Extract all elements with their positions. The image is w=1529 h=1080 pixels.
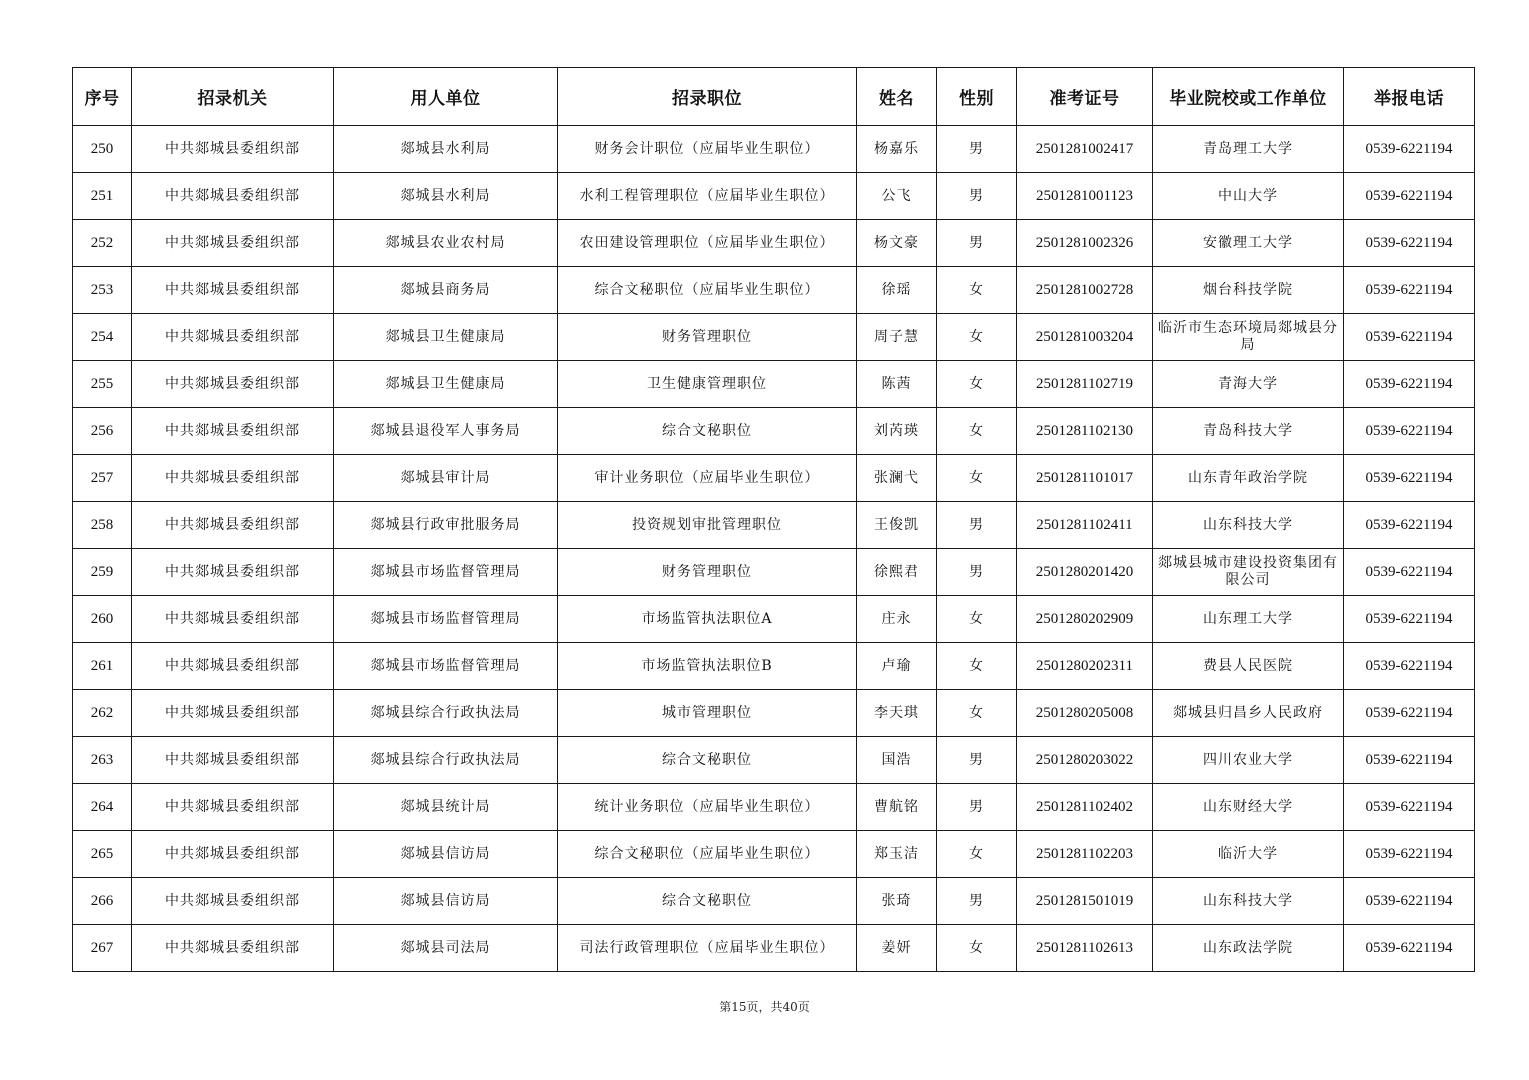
cell-index: 267 xyxy=(73,925,132,972)
cell-employing-unit: 郯城县市场监督管理局 xyxy=(334,596,558,643)
cell-school-or-employer: 山东科技大学 xyxy=(1153,502,1344,549)
cell-gender: 女 xyxy=(937,267,1017,314)
cell-exam-id: 2501281002326 xyxy=(1017,220,1153,267)
cell-employing-unit: 郯城县卫生健康局 xyxy=(334,361,558,408)
cell-position: 审计业务职位（应届毕业生职位） xyxy=(558,455,857,502)
table-row xyxy=(73,173,1475,220)
cell-exam-id: 2501281102130 xyxy=(1017,408,1153,455)
cell-gender: 男 xyxy=(937,220,1017,267)
cell-position: 城市管理职位 xyxy=(558,690,857,737)
cell-name: 陈茜 xyxy=(857,361,937,408)
cell-name: 庄永 xyxy=(857,596,937,643)
cell-gender: 男 xyxy=(937,549,1017,596)
cell-name: 杨文豪 xyxy=(857,220,937,267)
cell-position: 市场监管执法职位B xyxy=(558,643,857,690)
cell-gender: 女 xyxy=(937,455,1017,502)
header-gender: 性别 xyxy=(937,68,1017,126)
cell-report-phone: 0539-6221194 xyxy=(1344,408,1475,455)
cell-report-phone: 0539-6221194 xyxy=(1344,314,1475,361)
cell-school-or-employer: 临沂市生态环境局郯城县分局 xyxy=(1153,314,1344,361)
cell-recruiting-agency: 中共郯城县委组织部 xyxy=(132,690,334,737)
cell-name: 国浩 xyxy=(857,737,937,784)
cell-report-phone: 0539-6221194 xyxy=(1344,361,1475,408)
cell-index: 257 xyxy=(73,455,132,502)
cell-report-phone: 0539-6221194 xyxy=(1344,549,1475,596)
roster-table xyxy=(72,67,1475,972)
cell-exam-id: 2501280202311 xyxy=(1017,643,1153,690)
cell-school-or-employer: 四川农业大学 xyxy=(1153,737,1344,784)
cell-recruiting-agency: 中共郯城县委组织部 xyxy=(132,643,334,690)
cell-name: 卢瑜 xyxy=(857,643,937,690)
cell-recruiting-agency: 中共郯城县委组织部 xyxy=(132,596,334,643)
cell-exam-id: 2501280203022 xyxy=(1017,737,1153,784)
cell-gender: 男 xyxy=(937,126,1017,173)
cell-recruiting-agency: 中共郯城县委组织部 xyxy=(132,314,334,361)
cell-name: 李天琪 xyxy=(857,690,937,737)
table-row xyxy=(73,408,1475,455)
cell-employing-unit: 郯城县综合行政执法局 xyxy=(334,690,558,737)
cell-exam-id: 2501281002417 xyxy=(1017,126,1153,173)
cell-report-phone: 0539-6221194 xyxy=(1344,220,1475,267)
cell-employing-unit: 郯城县卫生健康局 xyxy=(334,314,558,361)
table-row xyxy=(73,737,1475,784)
cell-index: 263 xyxy=(73,737,132,784)
cell-position: 综合文秘职位 xyxy=(558,878,857,925)
table-row xyxy=(73,643,1475,690)
roster-body xyxy=(73,126,1475,972)
cell-index: 251 xyxy=(73,173,132,220)
header-recruiting-agency: 招录机关 xyxy=(132,68,334,126)
cell-gender: 男 xyxy=(937,502,1017,549)
header-school-or-employer: 毕业院校或工作单位 xyxy=(1153,68,1344,126)
table-row xyxy=(73,502,1475,549)
cell-position: 综合文秘职位 xyxy=(558,408,857,455)
cell-gender: 男 xyxy=(937,784,1017,831)
cell-employing-unit: 郯城县市场监督管理局 xyxy=(334,643,558,690)
cell-employing-unit: 郯城县审计局 xyxy=(334,455,558,502)
cell-school-or-employer: 山东财经大学 xyxy=(1153,784,1344,831)
table-row xyxy=(73,925,1475,972)
cell-index: 255 xyxy=(73,361,132,408)
page-number: 第15页，共40页 xyxy=(719,1000,810,1014)
cell-position: 市场监管执法职位A xyxy=(558,596,857,643)
table-row xyxy=(73,220,1475,267)
cell-index: 250 xyxy=(73,126,132,173)
cell-index: 254 xyxy=(73,314,132,361)
cell-report-phone: 0539-6221194 xyxy=(1344,173,1475,220)
cell-gender: 男 xyxy=(937,878,1017,925)
cell-report-phone: 0539-6221194 xyxy=(1344,690,1475,737)
cell-school-or-employer: 青海大学 xyxy=(1153,361,1344,408)
cell-name: 徐瑶 xyxy=(857,267,937,314)
cell-recruiting-agency: 中共郯城县委组织部 xyxy=(132,126,334,173)
cell-exam-id: 2501281101017 xyxy=(1017,455,1153,502)
cell-school-or-employer: 山东青年政治学院 xyxy=(1153,455,1344,502)
cell-name: 张澜弋 xyxy=(857,455,937,502)
cell-school-or-employer: 中山大学 xyxy=(1153,173,1344,220)
cell-employing-unit: 郯城县统计局 xyxy=(334,784,558,831)
header-employing-unit: 用人单位 xyxy=(334,68,558,126)
cell-position: 统计业务职位（应届毕业生职位） xyxy=(558,784,857,831)
cell-index: 262 xyxy=(73,690,132,737)
table-row xyxy=(73,455,1475,502)
cell-report-phone: 0539-6221194 xyxy=(1344,455,1475,502)
cell-position: 卫生健康管理职位 xyxy=(558,361,857,408)
cell-exam-id: 2501281002728 xyxy=(1017,267,1153,314)
cell-school-or-employer: 青岛理工大学 xyxy=(1153,126,1344,173)
cell-school-or-employer: 郯城县归昌乡人民政府 xyxy=(1153,690,1344,737)
cell-position: 综合文秘职位（应届毕业生职位） xyxy=(558,267,857,314)
cell-gender: 男 xyxy=(937,173,1017,220)
table-row xyxy=(73,549,1475,596)
cell-gender: 女 xyxy=(937,314,1017,361)
cell-position: 农田建设管理职位（应届毕业生职位） xyxy=(558,220,857,267)
cell-index: 259 xyxy=(73,549,132,596)
cell-report-phone: 0539-6221194 xyxy=(1344,267,1475,314)
cell-exam-id: 2501280205008 xyxy=(1017,690,1153,737)
cell-recruiting-agency: 中共郯城县委组织部 xyxy=(132,831,334,878)
table-row xyxy=(73,596,1475,643)
cell-recruiting-agency: 中共郯城县委组织部 xyxy=(132,220,334,267)
cell-recruiting-agency: 中共郯城县委组织部 xyxy=(132,173,334,220)
cell-exam-id: 2501281001123 xyxy=(1017,173,1153,220)
table-row xyxy=(73,831,1475,878)
cell-recruiting-agency: 中共郯城县委组织部 xyxy=(132,455,334,502)
cell-position: 财务会计职位（应届毕业生职位） xyxy=(558,126,857,173)
cell-gender: 女 xyxy=(937,596,1017,643)
cell-gender: 女 xyxy=(937,925,1017,972)
table-row xyxy=(73,314,1475,361)
table-row xyxy=(73,126,1475,173)
roster-sheet xyxy=(72,67,1474,972)
cell-index: 258 xyxy=(73,502,132,549)
cell-school-or-employer: 临沂大学 xyxy=(1153,831,1344,878)
cell-employing-unit: 郯城县水利局 xyxy=(334,173,558,220)
table-row xyxy=(73,690,1475,737)
cell-index: 265 xyxy=(73,831,132,878)
cell-index: 261 xyxy=(73,643,132,690)
cell-employing-unit: 郯城县农业农村局 xyxy=(334,220,558,267)
cell-index: 253 xyxy=(73,267,132,314)
cell-name: 公飞 xyxy=(857,173,937,220)
cell-name: 刘芮瑛 xyxy=(857,408,937,455)
cell-name: 张琦 xyxy=(857,878,937,925)
cell-name: 周子慧 xyxy=(857,314,937,361)
cell-report-phone: 0539-6221194 xyxy=(1344,596,1475,643)
cell-employing-unit: 郯城县行政审批服务局 xyxy=(334,502,558,549)
cell-employing-unit: 郯城县综合行政执法局 xyxy=(334,737,558,784)
cell-school-or-employer: 山东科技大学 xyxy=(1153,878,1344,925)
cell-recruiting-agency: 中共郯城县委组织部 xyxy=(132,784,334,831)
cell-gender: 女 xyxy=(937,690,1017,737)
cell-position: 财务管理职位 xyxy=(558,314,857,361)
cell-gender: 女 xyxy=(937,361,1017,408)
cell-recruiting-agency: 中共郯城县委组织部 xyxy=(132,878,334,925)
cell-name: 姜妍 xyxy=(857,925,937,972)
header-index: 序号 xyxy=(73,68,132,126)
cell-report-phone: 0539-6221194 xyxy=(1344,831,1475,878)
cell-report-phone: 0539-6221194 xyxy=(1344,925,1475,972)
cell-school-or-employer: 郯城县城市建设投资集团有限公司 xyxy=(1153,549,1344,596)
cell-name: 郑玉洁 xyxy=(857,831,937,878)
cell-index: 264 xyxy=(73,784,132,831)
cell-gender: 女 xyxy=(937,408,1017,455)
cell-employing-unit: 郯城县信访局 xyxy=(334,878,558,925)
cell-name: 徐熙君 xyxy=(857,549,937,596)
cell-school-or-employer: 青岛科技大学 xyxy=(1153,408,1344,455)
cell-position: 水利工程管理职位（应届毕业生职位） xyxy=(558,173,857,220)
cell-index: 266 xyxy=(73,878,132,925)
header-position: 招录职位 xyxy=(558,68,857,126)
cell-school-or-employer: 安徽理工大学 xyxy=(1153,220,1344,267)
cell-exam-id: 2501281102402 xyxy=(1017,784,1153,831)
cell-employing-unit: 郯城县司法局 xyxy=(334,925,558,972)
cell-position: 综合文秘职位 xyxy=(558,737,857,784)
cell-position: 综合文秘职位（应届毕业生职位） xyxy=(558,831,857,878)
cell-report-phone: 0539-6221194 xyxy=(1344,737,1475,784)
header-exam-id: 准考证号 xyxy=(1017,68,1153,126)
cell-recruiting-agency: 中共郯城县委组织部 xyxy=(132,549,334,596)
header-report-phone: 举报电话 xyxy=(1344,68,1475,126)
cell-recruiting-agency: 中共郯城县委组织部 xyxy=(132,267,334,314)
cell-position: 司法行政管理职位（应届毕业生职位） xyxy=(558,925,857,972)
cell-exam-id: 2501280201420 xyxy=(1017,549,1153,596)
cell-position: 投资规划审批管理职位 xyxy=(558,502,857,549)
cell-exam-id: 2501280202909 xyxy=(1017,596,1153,643)
cell-recruiting-agency: 中共郯城县委组织部 xyxy=(132,502,334,549)
cell-recruiting-agency: 中共郯城县委组织部 xyxy=(132,925,334,972)
table-row xyxy=(73,784,1475,831)
cell-exam-id: 2501281102411 xyxy=(1017,502,1153,549)
header-row xyxy=(73,68,1475,126)
cell-school-or-employer: 山东政法学院 xyxy=(1153,925,1344,972)
cell-school-or-employer: 烟台科技学院 xyxy=(1153,267,1344,314)
cell-index: 260 xyxy=(73,596,132,643)
cell-name: 杨嘉乐 xyxy=(857,126,937,173)
table-row xyxy=(73,267,1475,314)
cell-name: 王俊凯 xyxy=(857,502,937,549)
cell-school-or-employer: 山东理工大学 xyxy=(1153,596,1344,643)
cell-gender: 男 xyxy=(937,737,1017,784)
cell-position: 财务管理职位 xyxy=(558,549,857,596)
cell-recruiting-agency: 中共郯城县委组织部 xyxy=(132,408,334,455)
cell-employing-unit: 郯城县市场监督管理局 xyxy=(334,549,558,596)
cell-recruiting-agency: 中共郯城县委组织部 xyxy=(132,737,334,784)
cell-report-phone: 0539-6221194 xyxy=(1344,878,1475,925)
cell-employing-unit: 郯城县商务局 xyxy=(334,267,558,314)
cell-exam-id: 2501281102203 xyxy=(1017,831,1153,878)
cell-exam-id: 2501281501019 xyxy=(1017,878,1153,925)
cell-index: 252 xyxy=(73,220,132,267)
cell-employing-unit: 郯城县退役军人事务局 xyxy=(334,408,558,455)
cell-employing-unit: 郯城县水利局 xyxy=(334,126,558,173)
cell-exam-id: 2501281003204 xyxy=(1017,314,1153,361)
cell-employing-unit: 郯城县信访局 xyxy=(334,831,558,878)
cell-name: 曹航铭 xyxy=(857,784,937,831)
cell-index: 256 xyxy=(73,408,132,455)
cell-report-phone: 0539-6221194 xyxy=(1344,784,1475,831)
cell-recruiting-agency: 中共郯城县委组织部 xyxy=(132,361,334,408)
cell-report-phone: 0539-6221194 xyxy=(1344,126,1475,173)
cell-gender: 女 xyxy=(937,831,1017,878)
cell-report-phone: 0539-6221194 xyxy=(1344,502,1475,549)
header-name: 姓名 xyxy=(857,68,937,126)
table-row xyxy=(73,361,1475,408)
cell-report-phone: 0539-6221194 xyxy=(1344,643,1475,690)
table-row xyxy=(73,878,1475,925)
cell-school-or-employer: 费县人民医院 xyxy=(1153,643,1344,690)
cell-exam-id: 2501281102613 xyxy=(1017,925,1153,972)
cell-gender: 女 xyxy=(937,643,1017,690)
cell-exam-id: 2501281102719 xyxy=(1017,361,1153,408)
